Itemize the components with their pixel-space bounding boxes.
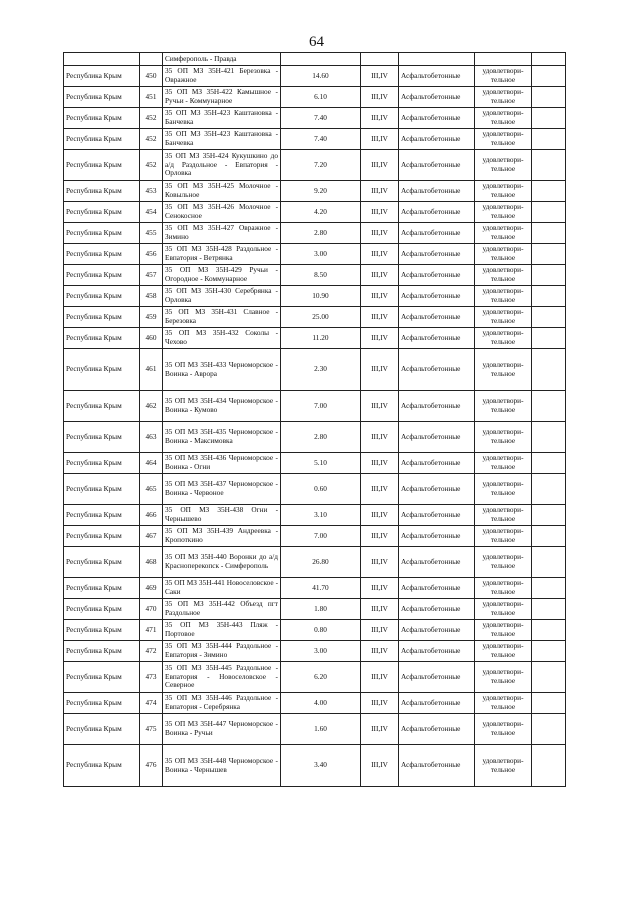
cell-number: 471 [140, 620, 163, 641]
cell-road-name: 35 ОП МЗ 35Н-432 Соколы - Чехово [163, 328, 281, 349]
cell-region: Республика Крым [64, 286, 140, 307]
cell-continuation-name: Симферополь - Правда [163, 53, 281, 66]
cell-road-name: 35 ОП МЗ 35Н-445 Раздольное - Евпатория - Новоселовское - Северное [163, 662, 281, 693]
table-row [64, 641, 566, 662]
cell-state: удовлетвори- тельное [475, 578, 532, 599]
cell-state: удовлетвори- тельное [475, 599, 532, 620]
cell-extra [532, 745, 566, 787]
cell-region: Республика Крым [64, 223, 140, 244]
cell-state: удовлетвори- тельное [475, 286, 532, 307]
cell-length: 5.10 [281, 453, 361, 474]
cell-state: удовлетвори- тельное [475, 265, 532, 286]
cell-number: 460 [140, 328, 163, 349]
cell-number: 462 [140, 391, 163, 422]
cell-length: 25.00 [281, 307, 361, 328]
table-row [64, 745, 566, 787]
cell-number: 464 [140, 453, 163, 474]
cell-length: 6.20 [281, 662, 361, 693]
cell-number: 455 [140, 223, 163, 244]
cell-category: III,IV [361, 150, 399, 181]
cell-state: удовлетвори- тельное [475, 150, 532, 181]
cell-extra [532, 578, 566, 599]
cell-region: Республика Крым [64, 662, 140, 693]
cell-state: удовлетвори- тельное [475, 505, 532, 526]
cell-number: 475 [140, 714, 163, 745]
cell-state: удовлетвори- тельное [475, 474, 532, 505]
cell-road-name: 35 ОП МЗ 35Н-441 Новоселовское - Саки [163, 578, 281, 599]
table-row [64, 307, 566, 328]
cell-region: Республика Крым [64, 129, 140, 150]
cell-category: III,IV [361, 181, 399, 202]
cell-region: Республика Крым [64, 578, 140, 599]
cell-surface: Асфальтобетонные [399, 745, 475, 787]
cell-road-name: 35 ОП МЗ 35Н-439 Андреевка - Кропоткино [163, 526, 281, 547]
cell-region-empty [64, 53, 140, 66]
cell-number: 465 [140, 474, 163, 505]
cell-number: 454 [140, 202, 163, 223]
cell-road-name: 35 ОП МЗ 35Н-437 Черноморское - Воинка - Червоное [163, 474, 281, 505]
cell-surface: Асфальтобетонные [399, 307, 475, 328]
cell-state: удовлетвори- тельное [475, 181, 532, 202]
cell-region: Республика Крым [64, 307, 140, 328]
cell-length: 8.50 [281, 265, 361, 286]
cell-region: Республика Крым [64, 599, 140, 620]
cell-extra [532, 286, 566, 307]
cell-number: 466 [140, 505, 163, 526]
cell-number: 452 [140, 150, 163, 181]
cell-category: III,IV [361, 547, 399, 578]
cell-surface: Асфальтобетонные [399, 620, 475, 641]
continuation-row [64, 53, 566, 66]
cell-number: 452 [140, 108, 163, 129]
cell-state: удовлетвори- тельное [475, 202, 532, 223]
cell-category: III,IV [361, 422, 399, 453]
cell-road-name: 35 ОП МЗ 35Н-444 Раздольное - Евпатория - Зимино [163, 641, 281, 662]
cell-surface: Асфальтобетонные [399, 244, 475, 265]
cell-road-name: 35 ОП МЗ 35Н-446 Раздольное - Евпатория - Серебрянка [163, 693, 281, 714]
cell-state: удовлетвори- тельное [475, 223, 532, 244]
cell-surface: Асфальтобетонные [399, 662, 475, 693]
cell-category: III,IV [361, 714, 399, 745]
cell-road-name: 35 ОП МЗ 35Н-423 Каштановка - Банчевка [163, 129, 281, 150]
cell-category: III,IV [361, 453, 399, 474]
cell-extra [532, 526, 566, 547]
cell-extra [532, 223, 566, 244]
cell-extra [532, 150, 566, 181]
cell-state: удовлетвори- тельное [475, 66, 532, 87]
cell-len-empty [281, 53, 361, 66]
cell-category: III,IV [361, 599, 399, 620]
cell-number: 451 [140, 87, 163, 108]
cell-number: 452 [140, 129, 163, 150]
cell-number: 463 [140, 422, 163, 453]
cell-category: III,IV [361, 202, 399, 223]
table-row [64, 547, 566, 578]
cell-surface: Асфальтобетонные [399, 265, 475, 286]
cell-extra [532, 66, 566, 87]
table-row [64, 620, 566, 641]
cell-number: 473 [140, 662, 163, 693]
cell-surface: Асфальтобетонные [399, 599, 475, 620]
table-row [64, 286, 566, 307]
cell-extra [532, 244, 566, 265]
table-row [64, 223, 566, 244]
cell-extra [532, 422, 566, 453]
cell-state: удовлетвори- тельное [475, 244, 532, 265]
cell-state: удовлетвори- тельное [475, 526, 532, 547]
table-row [64, 391, 566, 422]
cell-extra [532, 474, 566, 505]
table-row [64, 244, 566, 265]
cell-extra [532, 307, 566, 328]
cell-number: 450 [140, 66, 163, 87]
cell-length: 6.10 [281, 87, 361, 108]
cell-region: Республика Крым [64, 244, 140, 265]
cell-length: 1.60 [281, 714, 361, 745]
table-row [64, 328, 566, 349]
cell-road-name: 35 ОП МЗ 35Н-428 Раздольное - Евпатория - Ветрянка [163, 244, 281, 265]
cell-surface: Асфальтобетонные [399, 391, 475, 422]
cell-road-name: 35 ОП МЗ 35Н-429 Ручьи - Огородное - Коммунарное [163, 265, 281, 286]
cell-length: 4.00 [281, 693, 361, 714]
cell-surface: Асфальтобетонные [399, 223, 475, 244]
cell-surface: Асфальтобетонные [399, 66, 475, 87]
cell-category: III,IV [361, 108, 399, 129]
cell-length: 3.00 [281, 641, 361, 662]
table-row [64, 150, 566, 181]
cell-surface: Асфальтобетонные [399, 693, 475, 714]
cell-surface: Асфальтобетонные [399, 714, 475, 745]
cell-extra [532, 328, 566, 349]
table-row [64, 453, 566, 474]
cell-state: удовлетвори- тельное [475, 129, 532, 150]
cell-region: Республика Крым [64, 422, 140, 453]
cell-length: 7.20 [281, 150, 361, 181]
cell-length: 0.80 [281, 620, 361, 641]
cell-number: 472 [140, 641, 163, 662]
cell-length: 2.30 [281, 349, 361, 391]
cell-category: III,IV [361, 328, 399, 349]
cell-length: 7.00 [281, 526, 361, 547]
cell-region: Республика Крым [64, 474, 140, 505]
cell-region: Республика Крым [64, 181, 140, 202]
cell-category: III,IV [361, 244, 399, 265]
table-row [64, 87, 566, 108]
cell-length: 3.10 [281, 505, 361, 526]
cell-extra [532, 349, 566, 391]
cell-extra [532, 662, 566, 693]
cell-region: Республика Крым [64, 265, 140, 286]
table-row [64, 265, 566, 286]
cell-state: удовлетвори- тельное [475, 87, 532, 108]
cell-region: Республика Крым [64, 547, 140, 578]
cell-length: 14.60 [281, 66, 361, 87]
cell-number: 470 [140, 599, 163, 620]
cell-region: Республика Крым [64, 349, 140, 391]
cell-extra [532, 202, 566, 223]
cell-surface: Асфальтобетонные [399, 349, 475, 391]
cell-length: 7.40 [281, 108, 361, 129]
cell-length: 4.20 [281, 202, 361, 223]
cell-category: III,IV [361, 286, 399, 307]
cell-region: Республика Крым [64, 202, 140, 223]
cell-length: 2.80 [281, 223, 361, 244]
cell-extra [532, 641, 566, 662]
cell-road-name: 35 ОП МЗ 35Н-448 Черноморское - Воинка - Чернышев [163, 745, 281, 787]
cell-number: 476 [140, 745, 163, 787]
table-row [64, 181, 566, 202]
table-row [64, 474, 566, 505]
cell-road-name: 35 ОП МЗ 35Н-427 Овражное - Зимино [163, 223, 281, 244]
cell-surface: Асфальтобетонные [399, 108, 475, 129]
cell-road-name: 35 ОП МЗ 35Н-431 Славное - Березовка [163, 307, 281, 328]
cell-region: Республика Крым [64, 328, 140, 349]
cell-state: удовлетвори- тельное [475, 620, 532, 641]
cell-category: III,IV [361, 223, 399, 244]
cell-region: Республика Крым [64, 87, 140, 108]
cell-road-name: 35 ОП МЗ 35Н-438 Огни - Чернышево [163, 505, 281, 526]
cell-surface: Асфальтобетонные [399, 129, 475, 150]
table-row [64, 578, 566, 599]
cell-number: 458 [140, 286, 163, 307]
cell-cat-empty [361, 53, 399, 66]
cell-category: III,IV [361, 349, 399, 391]
cell-state-empty [475, 53, 532, 66]
cell-road-name: 35 ОП МЗ 35Н-421 Березовка - Овражное [163, 66, 281, 87]
cell-state: удовлетвори- тельное [475, 328, 532, 349]
cell-surface: Асфальтобетонные [399, 474, 475, 505]
table-row [64, 129, 566, 150]
cell-number: 474 [140, 693, 163, 714]
cell-length: 26.80 [281, 547, 361, 578]
cell-road-name: 35 ОП МЗ 35Н-422 Камышное - Ручьи - Коммунарное [163, 87, 281, 108]
table-row [64, 66, 566, 87]
cell-road-name: 35 ОП МЗ 35Н-442 Объезд пгт Раздольное [163, 599, 281, 620]
cell-number: 468 [140, 547, 163, 578]
table-body [64, 53, 566, 787]
cell-surf-empty [399, 53, 475, 66]
cell-state: удовлетвори- тельное [475, 714, 532, 745]
cell-extra [532, 265, 566, 286]
cell-category: III,IV [361, 87, 399, 108]
cell-surface: Асфальтобетонные [399, 87, 475, 108]
cell-region: Республика Крым [64, 453, 140, 474]
cell-extra [532, 620, 566, 641]
cell-state: удовлетвори- тельное [475, 108, 532, 129]
cell-surface: Асфальтобетонные [399, 202, 475, 223]
table-row [64, 526, 566, 547]
cell-state: удовлетвори- тельное [475, 745, 532, 787]
cell-length: 7.00 [281, 391, 361, 422]
cell-category: III,IV [361, 307, 399, 328]
cell-region: Республика Крым [64, 620, 140, 641]
cell-category: III,IV [361, 265, 399, 286]
cell-length: 41.70 [281, 578, 361, 599]
table-row [64, 349, 566, 391]
cell-length: 10.90 [281, 286, 361, 307]
table-row [64, 714, 566, 745]
cell-surface: Асфальтобетонные [399, 526, 475, 547]
cell-state: удовлетвори- тельное [475, 641, 532, 662]
cell-length: 2.80 [281, 422, 361, 453]
cell-region: Республика Крым [64, 641, 140, 662]
cell-road-name: 35 ОП МЗ 35Н-433 Черноморское - Воинка - Аврора [163, 349, 281, 391]
cell-category: III,IV [361, 641, 399, 662]
cell-length: 11.20 [281, 328, 361, 349]
cell-category: III,IV [361, 745, 399, 787]
cell-surface: Асфальтобетонные [399, 286, 475, 307]
cell-state: удовлетвори- тельное [475, 693, 532, 714]
table-row [64, 505, 566, 526]
cell-region: Республика Крым [64, 505, 140, 526]
cell-length: 1.80 [281, 599, 361, 620]
cell-num-empty [140, 53, 163, 66]
cell-length: 0.60 [281, 474, 361, 505]
cell-region: Республика Крым [64, 150, 140, 181]
cell-extra [532, 714, 566, 745]
table-row [64, 599, 566, 620]
table-row [64, 693, 566, 714]
cell-road-name: 35 ОП МЗ 35Н-447 Черноморское - Воинка - Ручьи [163, 714, 281, 745]
cell-state: удовлетвори- тельное [475, 547, 532, 578]
cell-category: III,IV [361, 474, 399, 505]
cell-extra [532, 181, 566, 202]
cell-road-name: 35 ОП МЗ 35Н-434 Черноморское - Воинка - Кумово [163, 391, 281, 422]
cell-region: Республика Крым [64, 391, 140, 422]
cell-surface: Асфальтобетонные [399, 641, 475, 662]
cell-surface: Асфальтобетонные [399, 150, 475, 181]
cell-road-name: 35 ОП МЗ 35Н-426 Молочное - Сенокосное [163, 202, 281, 223]
cell-extra [532, 87, 566, 108]
page-number: 64 [309, 34, 324, 50]
table-row [64, 662, 566, 693]
cell-road-name: 35 ОП МЗ 35Н-423 Каштановка - Банчевка [163, 108, 281, 129]
table-row [64, 108, 566, 129]
cell-road-name: 35 ОП МЗ 35Н-425 Молочное - Ковыльное [163, 181, 281, 202]
cell-surface: Асфальтобетонные [399, 505, 475, 526]
cell-number: 453 [140, 181, 163, 202]
cell-category: III,IV [361, 662, 399, 693]
cell-road-name: 35 ОП МЗ 35Н-424 Кукушкино до а/д Раздольное - Евпатория - Орловка [163, 150, 281, 181]
roads-registry-table [63, 52, 566, 787]
cell-extra [532, 453, 566, 474]
cell-region: Республика Крым [64, 108, 140, 129]
cell-extra [532, 505, 566, 526]
cell-category: III,IV [361, 391, 399, 422]
cell-extra [532, 108, 566, 129]
cell-region: Республика Крым [64, 693, 140, 714]
cell-region: Республика Крым [64, 526, 140, 547]
cell-number: 461 [140, 349, 163, 391]
cell-number: 456 [140, 244, 163, 265]
cell-length: 3.40 [281, 745, 361, 787]
cell-road-name: 35 ОП МЗ 35Н-443 Пляж - Портовое [163, 620, 281, 641]
cell-category: III,IV [361, 620, 399, 641]
cell-length: 7.40 [281, 129, 361, 150]
cell-road-name: 35 ОП МЗ 35Н-436 Черноморское - Воинка - Огни [163, 453, 281, 474]
cell-road-name: 35 ОП МЗ 35Н-435 Черноморское - Воинка - Максимовка [163, 422, 281, 453]
cell-extra [532, 599, 566, 620]
cell-state: удовлетвори- тельное [475, 307, 532, 328]
cell-state: удовлетвори- тельное [475, 349, 532, 391]
cell-surface: Асфальтобетонные [399, 578, 475, 599]
cell-state: удовлетвори- тельное [475, 453, 532, 474]
cell-number: 467 [140, 526, 163, 547]
cell-state: удовлетвори- тельное [475, 391, 532, 422]
cell-extra-empty [532, 53, 566, 66]
cell-category: III,IV [361, 578, 399, 599]
table-row [64, 422, 566, 453]
cell-category: III,IV [361, 129, 399, 150]
cell-state: удовлетвори- тельное [475, 422, 532, 453]
cell-number: 469 [140, 578, 163, 599]
cell-length: 3.00 [281, 244, 361, 265]
cell-category: III,IV [361, 693, 399, 714]
cell-extra [532, 129, 566, 150]
cell-region: Республика Крым [64, 745, 140, 787]
cell-surface: Асфальтобетонные [399, 328, 475, 349]
cell-category: III,IV [361, 505, 399, 526]
cell-region: Республика Крым [64, 66, 140, 87]
cell-length: 9.20 [281, 181, 361, 202]
table-row [64, 202, 566, 223]
cell-extra [532, 547, 566, 578]
cell-road-name: 35 ОП МЗ 35Н-440 Воронки до а/д Красноперекопск - Симферополь [163, 547, 281, 578]
cell-surface: Асфальтобетонные [399, 422, 475, 453]
cell-extra [532, 693, 566, 714]
cell-road-name: 35 ОП МЗ 35Н-430 Серебрянка - Орловка [163, 286, 281, 307]
cell-region: Республика Крым [64, 714, 140, 745]
cell-surface: Асфальтобетонные [399, 181, 475, 202]
cell-extra [532, 391, 566, 422]
cell-surface: Асфальтобетонные [399, 547, 475, 578]
cell-surface: Асфальтобетонные [399, 453, 475, 474]
cell-number: 459 [140, 307, 163, 328]
cell-category: III,IV [361, 66, 399, 87]
cell-state: удовлетвори- тельное [475, 662, 532, 693]
cell-number: 457 [140, 265, 163, 286]
cell-category: III,IV [361, 526, 399, 547]
